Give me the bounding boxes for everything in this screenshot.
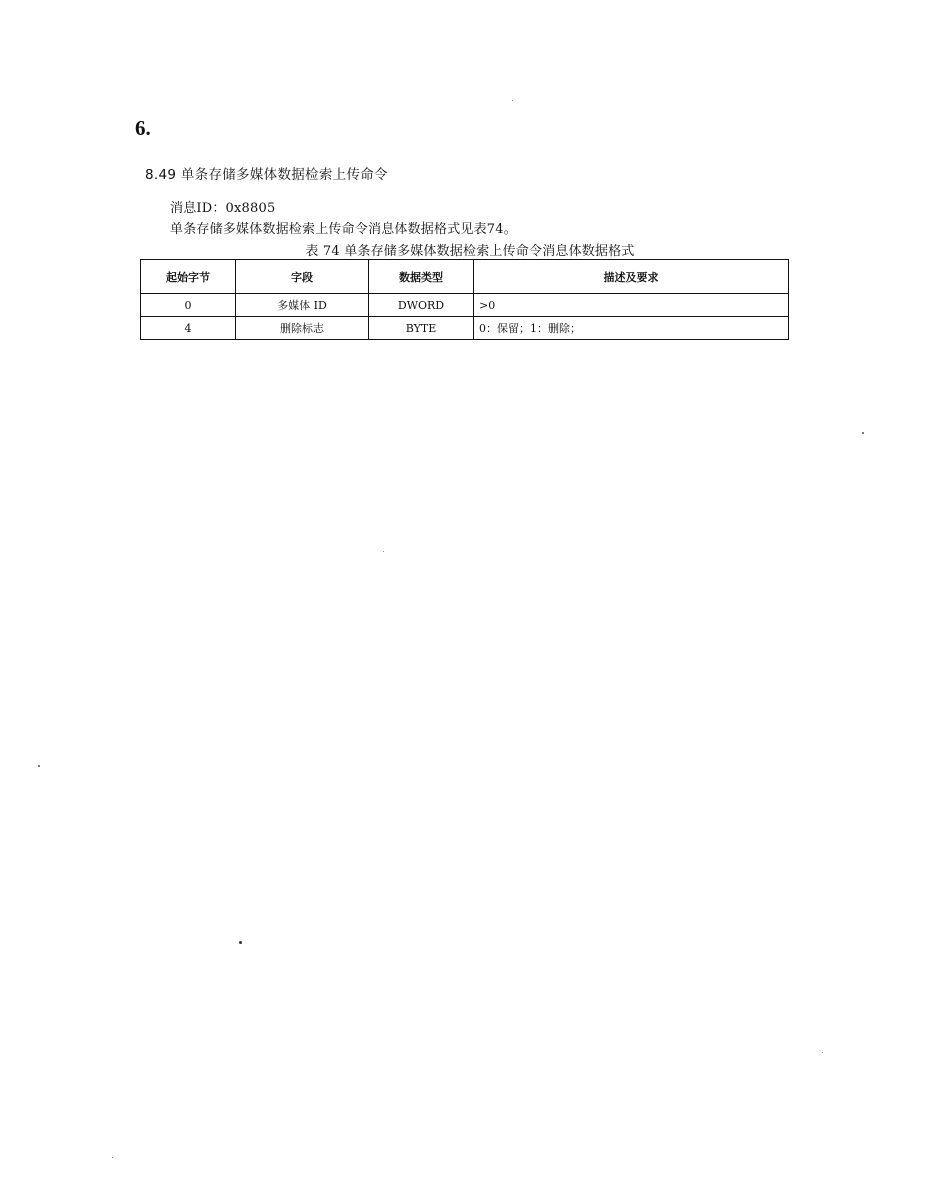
format-reference-line: 单条存储多媒体数据检索上传命令消息体数据格式见表74。	[170, 222, 517, 237]
page-number: 6.	[135, 116, 151, 140]
message-id-line: 消息ID：0x8805	[170, 201, 276, 216]
scan-speck	[383, 551, 384, 552]
cell-data-type: DWORD	[369, 294, 474, 317]
scan-speck	[239, 941, 242, 944]
cell-field: 多媒体 ID	[236, 294, 369, 317]
cell-description: 0：保留；1：删除；	[474, 317, 789, 340]
section-heading: 8.49 单条存储多媒体数据检索上传命令	[145, 167, 388, 183]
cell-field: 删除标志	[236, 317, 369, 340]
cell-description: >0	[474, 294, 789, 317]
table-caption: 表 74 单条存储多媒体数据检索上传命令消息体数据格式	[305, 244, 635, 259]
header-start-byte: 起始字节	[141, 260, 236, 294]
table-row	[141, 294, 789, 317]
cell-start-byte: 0	[141, 294, 236, 317]
header-field: 字段	[236, 260, 369, 294]
message-body-table	[140, 259, 789, 340]
header-data-type: 数据类型	[369, 260, 474, 294]
table-header-row	[141, 260, 789, 294]
scan-speck	[512, 100, 513, 101]
cell-data-type: BYTE	[369, 317, 474, 340]
scan-speck	[862, 432, 864, 434]
scan-speck	[822, 1052, 823, 1053]
cell-start-byte: 4	[141, 317, 236, 340]
scan-speck	[38, 765, 40, 767]
table-row	[141, 317, 789, 340]
header-description: 描述及要求	[474, 260, 789, 294]
scan-speck	[112, 1157, 113, 1158]
